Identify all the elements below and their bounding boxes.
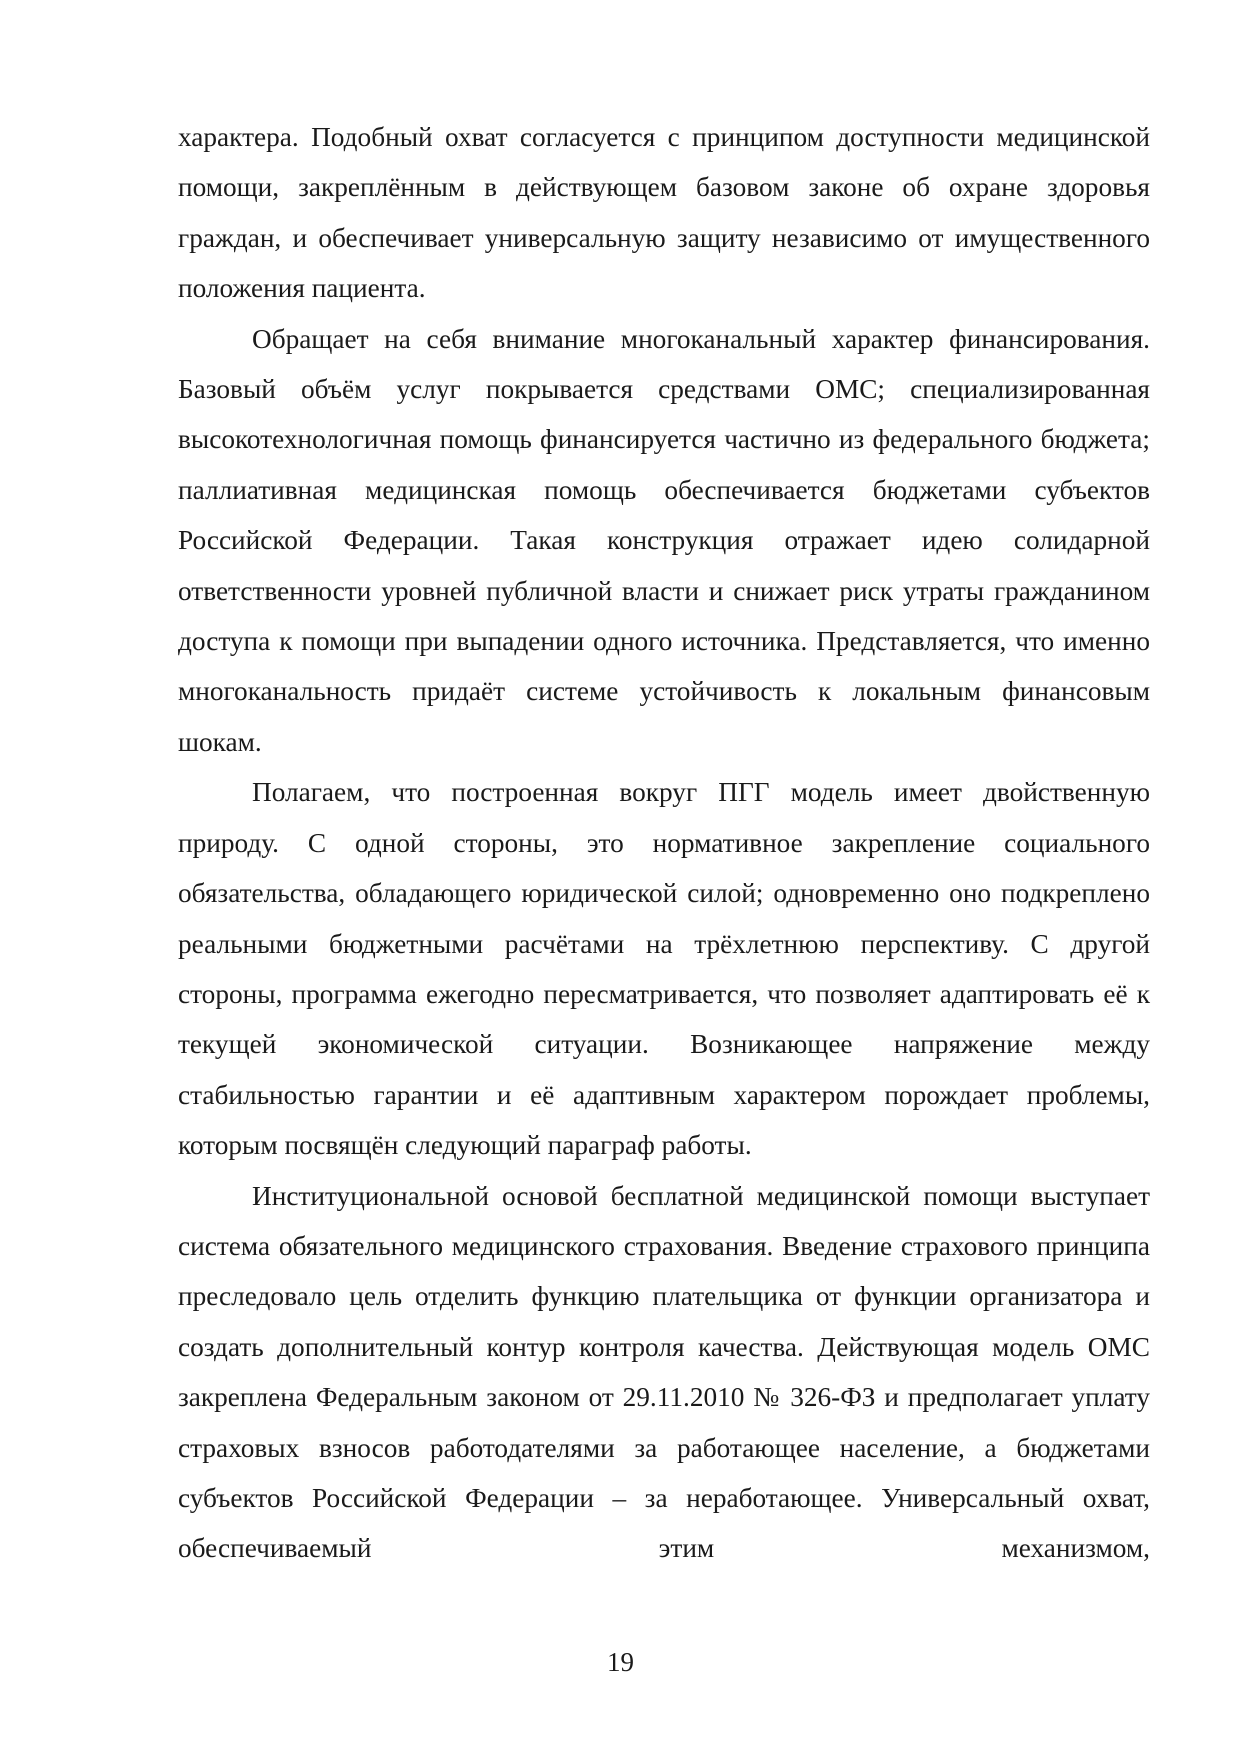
paragraph-oms-system: Институциональной основой бесплатной медицинской помощи выступает система обязательного медицинского страхования. Введение страхового принципа преследовало цель отделить функцию плательщика от функции организатора и создать дополнительный контур контроля качества. Действующая модель ОМС закреплена Федеральным законом от 29.11.2010 № 326-ФЗ и предполагает уплату страховых взносов работодателями за работающее население, а бюджетами субъектов Российской Федерации – за неработающее. Универсальный охват, обеспечиваемый этим механизмом, xyxy=(178,1180,1150,1564)
page-number: 19 xyxy=(607,1647,634,1677)
paragraph-continuation: характера. Подобный охват согласуется с принципом доступности медицинской помощи, закреплённым в действующем базовом законе об охране здоровья граждан, и обеспечивает универсальную защиту независимо от имущественного положения пациента. xyxy=(178,122,1150,304)
paragraph-multichannel-financing: Обращает на себя внимание многоканальный характер финансирования. Базовый объём услуг покрывается средствами ОМС; специализированная высокотехнологичная помощь финансируется частично из федерального бюджета; паллиативная медицинская помощь обеспечивается бюджетами субъектов Российской Федерации. Такая конструкция отражает идею солидарной ответственности уровней публичной власти и снижает риск утраты гражданином доступа к помощи при выпадении одного источника. Представляется, что именно многоканальность придаёт системе устойчивость к локальным финансовым шокам. xyxy=(178,323,1150,757)
body-text xyxy=(178,112,1150,1574)
paragraph-dual-nature: Полагаем, что построенная вокруг ПГГ модель имеет двойственную природу. С одной стороны, это нормативное закрепление социального обязательства, обладающего юридической силой; одновременно оно подкреплено реальными бюджетными расчётами на трёхлетнюю перспективу. С другой стороны, программа ежегодно пересматривается, что позволяет адаптировать её к текущей экономической ситуации. Возникающее напряжение между стабильностью гарантии и её адаптивным характером порождает проблемы, которым посвящён следующий параграф работы. xyxy=(178,777,1150,1161)
